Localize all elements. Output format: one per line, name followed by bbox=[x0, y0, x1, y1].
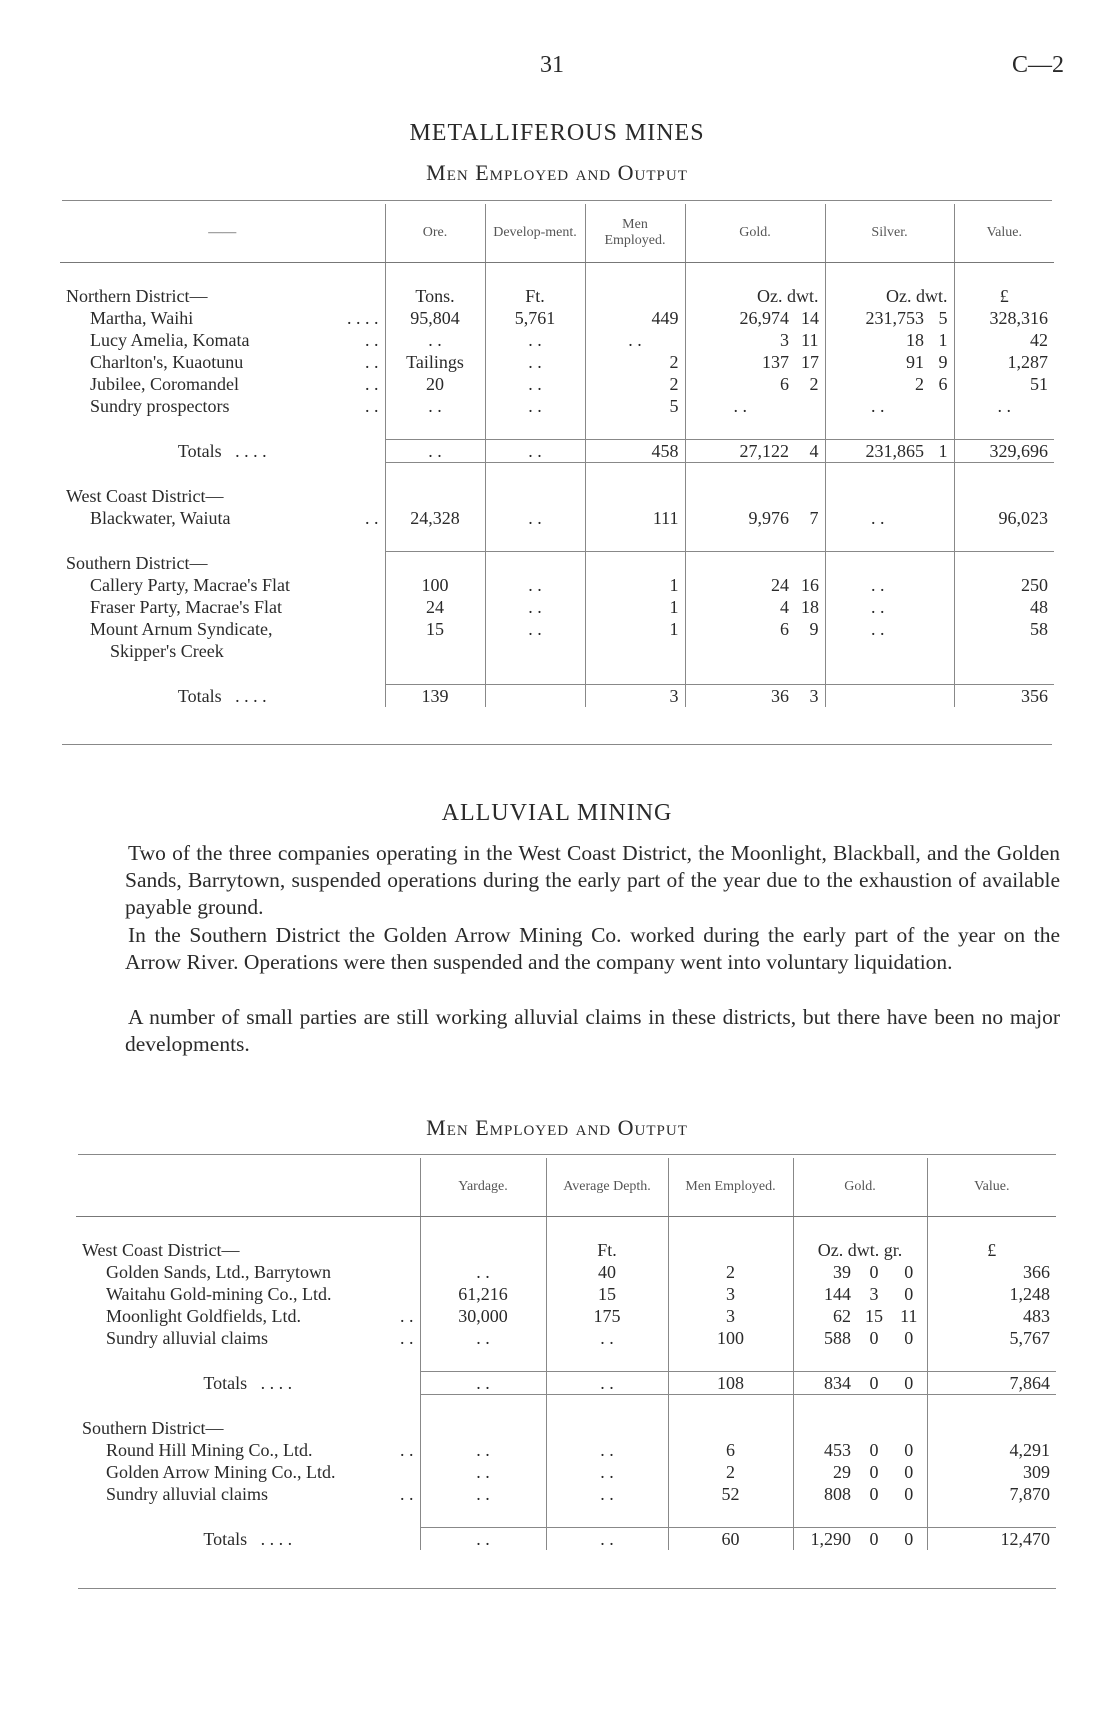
table-bottom-rule bbox=[78, 1588, 1056, 1589]
row-label: Moonlight Goldfields, Ltd. . . bbox=[106, 1306, 414, 1326]
table-row bbox=[60, 640, 1054, 662]
cell-ore: 100 bbox=[385, 574, 485, 596]
cell-gold-dwt: 11 bbox=[801, 330, 819, 350]
table-row bbox=[60, 507, 1054, 529]
cell-gold-dwt bbox=[795, 395, 825, 417]
row-label: Round Hill Mining Co., Ltd. . . bbox=[106, 1440, 414, 1460]
cell-depth: . . bbox=[546, 1327, 668, 1349]
totals-men: 458 bbox=[585, 440, 685, 463]
cell-men: 1 bbox=[585, 574, 685, 596]
totals-gold-gr: 0 bbox=[891, 1528, 927, 1551]
cell-ore: 24,328 bbox=[385, 507, 485, 529]
table-row bbox=[76, 1305, 1056, 1327]
cell-gold-oz: . . bbox=[685, 395, 795, 417]
cell-development: . . bbox=[485, 329, 585, 351]
cell-value: 1,248 bbox=[927, 1283, 1056, 1305]
alluvial-title: ALLUVIAL MINING bbox=[441, 800, 673, 826]
cell-ore: 15 bbox=[385, 618, 485, 640]
totals-row bbox=[76, 1528, 1056, 1551]
totals-gold-gr: 0 bbox=[891, 1372, 927, 1395]
cell-gold-gr: 0 bbox=[904, 1284, 914, 1304]
cell-men: 100 bbox=[668, 1327, 793, 1349]
header-average-depth: Average Depth. bbox=[546, 1158, 668, 1217]
header-ore: Ore. bbox=[385, 204, 485, 263]
totals-ore: 139 bbox=[385, 685, 485, 708]
cell-gold-oz: 29 bbox=[793, 1461, 857, 1483]
row-label: Callery Party, Macrae's Flat bbox=[90, 575, 291, 595]
totals-value: 329,696 bbox=[954, 440, 1054, 463]
table-bottom-rule bbox=[62, 744, 1052, 745]
cell-silver-oz: 91 bbox=[825, 351, 930, 373]
cell-gold-oz: 26,974 bbox=[685, 307, 795, 329]
cell-men: 1 bbox=[585, 618, 685, 640]
alluvial-subtitle: Men Employed and Output bbox=[426, 1115, 688, 1140]
cell-depth: 175 bbox=[546, 1305, 668, 1327]
header-value: Value. bbox=[927, 1158, 1056, 1217]
totals-silver-oz bbox=[825, 685, 930, 708]
totals-label: Totals . . . . bbox=[203, 1372, 293, 1393]
unit-ore: Tons. bbox=[385, 285, 485, 307]
paragraph: A number of small parties are still working alluvial claims in these districts, but there have been no major developments. bbox=[125, 1005, 1060, 1056]
cell-value: 328,316 bbox=[954, 307, 1054, 329]
cell-value: . . bbox=[954, 395, 1054, 417]
cell-depth: 40 bbox=[546, 1261, 668, 1283]
units-row bbox=[60, 285, 1054, 307]
totals-silver-dwt bbox=[930, 685, 954, 708]
cell-gold-dwt: 16 bbox=[801, 575, 819, 595]
totals-row bbox=[60, 685, 1054, 708]
cell-development: . . bbox=[485, 395, 585, 417]
row-label: Martha, Waihi . . . . bbox=[90, 308, 379, 328]
unit-gold: Oz. dwt. gr. bbox=[793, 1239, 927, 1261]
totals-yardage: . . bbox=[420, 1528, 546, 1551]
cell-men: 2 bbox=[668, 1261, 793, 1283]
district-row bbox=[60, 485, 1054, 507]
cell-yardage: . . bbox=[420, 1439, 546, 1461]
cell-ore: Tailings bbox=[385, 351, 485, 373]
cell-gold-dwt: 18 bbox=[801, 597, 819, 617]
cell-gold-dwt: 0 bbox=[869, 1462, 879, 1482]
cell-gold-dwt: 2 bbox=[809, 374, 819, 394]
cell-silver-dwt bbox=[930, 395, 954, 417]
cell-yardage: 30,000 bbox=[420, 1305, 546, 1327]
unit-value: £ bbox=[927, 1239, 1056, 1261]
metalliferous-table bbox=[60, 204, 1054, 707]
totals-depth: . . bbox=[546, 1372, 668, 1395]
cell-men: 449 bbox=[585, 307, 685, 329]
district-heading: Southern District— bbox=[82, 1418, 224, 1438]
district-heading: Southern District— bbox=[66, 552, 208, 573]
cell-gold-oz: 62 bbox=[793, 1305, 857, 1327]
table-row bbox=[76, 1483, 1056, 1505]
district-heading: West Coast District— bbox=[66, 486, 224, 506]
row-label: Blackwater, Waiuta . . bbox=[90, 508, 379, 528]
table-row bbox=[60, 373, 1054, 395]
cell-development: . . bbox=[485, 596, 585, 618]
unit-gold: Oz. dwt. bbox=[685, 285, 825, 307]
totals-gold-oz: 27,122 bbox=[685, 440, 795, 463]
table-row bbox=[60, 307, 1054, 329]
header-row bbox=[60, 204, 1054, 263]
cell-gold-dwt: 0 bbox=[869, 1328, 879, 1348]
totals-label: Totals . . . . bbox=[177, 685, 267, 706]
district-heading: Northern District— bbox=[66, 286, 208, 306]
cell-men: 2 bbox=[585, 373, 685, 395]
cell-ore: 95,804 bbox=[385, 307, 485, 329]
cell-silver-oz: 18 bbox=[825, 329, 930, 351]
unit-depth: Ft. bbox=[546, 1239, 668, 1261]
cell-development: . . bbox=[485, 351, 585, 373]
cell-silver-dwt: 9 bbox=[938, 352, 948, 372]
cell-development: . . bbox=[485, 574, 585, 596]
cell-silver-oz: . . bbox=[825, 596, 930, 618]
cell-ore: 20 bbox=[385, 373, 485, 395]
row-label: Sundry prospectors . . bbox=[90, 396, 379, 416]
cell-ore: 24 bbox=[385, 596, 485, 618]
totals-development: . . bbox=[485, 440, 585, 463]
cell-yardage: . . bbox=[420, 1327, 546, 1349]
cell-development: . . bbox=[485, 507, 585, 529]
header-value: Value. bbox=[954, 204, 1054, 263]
cell-value: 4,291 bbox=[927, 1439, 1056, 1461]
cell-men: 3 bbox=[668, 1283, 793, 1305]
cell-yardage: . . bbox=[420, 1461, 546, 1483]
table-row bbox=[60, 574, 1054, 596]
cell-gold-oz: 144 bbox=[793, 1283, 857, 1305]
cell-silver-oz: 231,753 bbox=[825, 307, 930, 329]
cell-silver-dwt: 5 bbox=[938, 308, 948, 328]
totals-value: 7,864 bbox=[927, 1372, 1056, 1395]
cell-silver-oz: . . bbox=[825, 395, 930, 417]
row-label: Sundry alluvial claims . . bbox=[106, 1484, 414, 1504]
cell-gold-gr: 11 bbox=[900, 1306, 918, 1326]
cell-gold-oz: 4 bbox=[685, 596, 795, 618]
table-row bbox=[76, 1283, 1056, 1305]
totals-gold-oz: 36 bbox=[685, 685, 795, 708]
totals-silver-oz: 231,865 bbox=[825, 440, 930, 463]
unit-silver: Oz. dwt. bbox=[825, 285, 954, 307]
cell-gold-dwt: 9 bbox=[809, 619, 819, 639]
cell-silver-dwt bbox=[930, 596, 954, 618]
cell-men: 2 bbox=[668, 1461, 793, 1483]
district-row bbox=[60, 552, 1054, 575]
table-row bbox=[76, 1327, 1056, 1349]
cell-men: 2 bbox=[585, 351, 685, 373]
cell-gold-dwt: 0 bbox=[869, 1484, 879, 1504]
table-row bbox=[60, 395, 1054, 417]
cell-silver-dwt bbox=[930, 507, 954, 529]
table-top-rule bbox=[62, 200, 1052, 201]
row-label: Waitahu Gold-mining Co., Ltd. bbox=[106, 1284, 332, 1304]
cell-silver-dwt bbox=[930, 574, 954, 596]
cell-silver-dwt bbox=[930, 618, 954, 640]
row-label: Golden Arrow Mining Co., Ltd. bbox=[106, 1462, 336, 1482]
totals-men: 3 bbox=[585, 685, 685, 708]
row-label: Fraser Party, Macrae's Flat bbox=[90, 597, 283, 617]
totals-gold-dwt: 0 bbox=[857, 1528, 891, 1551]
table-row bbox=[60, 351, 1054, 373]
table-row bbox=[60, 329, 1054, 351]
unit-development: Ft. bbox=[485, 285, 585, 307]
table-row bbox=[60, 618, 1054, 640]
row-label: Jubilee, Coromandel . . bbox=[90, 374, 379, 394]
cell-gold-oz: 6 bbox=[685, 618, 795, 640]
page-reference: C—2 bbox=[1012, 52, 1065, 78]
cell-value: 309 bbox=[927, 1461, 1056, 1483]
totals-men: 60 bbox=[668, 1528, 793, 1551]
totals-silver-dwt: 1 bbox=[930, 440, 954, 463]
cell-gold-dwt: 0 bbox=[869, 1262, 879, 1282]
alluvial-table bbox=[76, 1158, 1056, 1550]
cell-depth: . . bbox=[546, 1483, 668, 1505]
totals-row bbox=[76, 1372, 1056, 1395]
totals-row bbox=[60, 440, 1054, 463]
cell-gold-oz: 137 bbox=[685, 351, 795, 373]
cell-value: 58 bbox=[954, 618, 1054, 640]
cell-gold-dwt: 17 bbox=[801, 352, 819, 372]
cell-value: 366 bbox=[927, 1261, 1056, 1283]
totals-value: 356 bbox=[954, 685, 1054, 708]
totals-gold-oz: 1,290 bbox=[793, 1528, 857, 1551]
cell-ore: . . bbox=[385, 395, 485, 417]
cell-silver-oz: . . bbox=[825, 507, 930, 529]
row-label: Sundry alluvial claims . . bbox=[106, 1328, 414, 1348]
cell-gold-gr: 0 bbox=[904, 1328, 914, 1348]
cell-depth: . . bbox=[546, 1439, 668, 1461]
cell-silver-oz: 2 bbox=[825, 373, 930, 395]
cell-men: . . bbox=[585, 329, 685, 351]
cell-yardage: 61,216 bbox=[420, 1283, 546, 1305]
metalliferous-title: METALLIFEROUS MINES bbox=[409, 120, 705, 146]
cell-value: 5,767 bbox=[927, 1327, 1056, 1349]
cell-value: 96,023 bbox=[954, 507, 1054, 529]
cell-silver-oz: . . bbox=[825, 574, 930, 596]
cell-silver-dwt: 6 bbox=[938, 374, 948, 394]
totals-gold-oz: 834 bbox=[793, 1372, 857, 1395]
header-gold: Gold. bbox=[685, 204, 825, 263]
totals-ore: . . bbox=[385, 440, 485, 463]
cell-value: 42 bbox=[954, 329, 1054, 351]
cell-gold-oz: 6 bbox=[685, 373, 795, 395]
cell-value: 483 bbox=[927, 1305, 1056, 1327]
row-label-continuation: Skipper's Creek bbox=[110, 641, 224, 661]
cell-value: 48 bbox=[954, 596, 1054, 618]
header-men-employed: Men Employed. bbox=[585, 204, 685, 263]
cell-gold-gr: 0 bbox=[904, 1462, 914, 1482]
cell-gold-gr: 0 bbox=[904, 1484, 914, 1504]
cell-gold-dwt: 15 bbox=[865, 1306, 883, 1326]
header-development: Develop-ment. bbox=[485, 204, 585, 263]
cell-gold-oz: 24 bbox=[685, 574, 795, 596]
unit-value: £ bbox=[954, 285, 1054, 307]
cell-gold-gr: 0 bbox=[904, 1262, 914, 1282]
totals-gold-dwt: 4 bbox=[795, 440, 825, 463]
cell-gold-oz: 3 bbox=[685, 329, 795, 351]
row-label: Lucy Amelia, Komata . . bbox=[90, 330, 379, 350]
cell-gold-oz: 808 bbox=[793, 1483, 857, 1505]
cell-development: . . bbox=[485, 618, 585, 640]
metalliferous-subtitle: Men Employed and Output bbox=[426, 160, 688, 185]
cell-silver-dwt: 1 bbox=[938, 330, 948, 350]
cell-men: 6 bbox=[668, 1439, 793, 1461]
cell-men: 1 bbox=[585, 596, 685, 618]
totals-gold-dwt: 0 bbox=[857, 1372, 891, 1395]
cell-gold-dwt: 7 bbox=[809, 508, 819, 528]
cell-development: . . bbox=[485, 373, 585, 395]
district-row bbox=[76, 1417, 1056, 1439]
table-row bbox=[76, 1439, 1056, 1461]
cell-value: 250 bbox=[954, 574, 1054, 596]
cell-gold-dwt: 0 bbox=[869, 1440, 879, 1460]
cell-depth: 15 bbox=[546, 1283, 668, 1305]
table-top-rule bbox=[78, 1154, 1056, 1155]
totals-depth: . . bbox=[546, 1528, 668, 1551]
cell-development: 5,761 bbox=[485, 307, 585, 329]
cell-gold-dwt: 3 bbox=[869, 1284, 879, 1304]
cell-silver-oz: . . bbox=[825, 618, 930, 640]
table-row bbox=[76, 1261, 1056, 1283]
cell-gold-oz: 39 bbox=[793, 1261, 857, 1283]
table-row bbox=[60, 596, 1054, 618]
totals-label: Totals . . . . bbox=[203, 1528, 293, 1549]
totals-label: Totals . . . . bbox=[177, 440, 267, 461]
units-row bbox=[76, 1239, 1056, 1261]
cell-men: 3 bbox=[668, 1305, 793, 1327]
cell-gold-oz: 9,976 bbox=[685, 507, 795, 529]
paragraph: In the Southern District the Golden Arrow Mining Co. worked during the early part of the year on the Arrow River. Operations were then suspended and the company went into voluntary liquidation. bbox=[125, 923, 1060, 974]
header-silver: Silver. bbox=[825, 204, 954, 263]
totals-value: 12,470 bbox=[927, 1528, 1056, 1551]
cell-value: 51 bbox=[954, 373, 1054, 395]
cell-value: 7,870 bbox=[927, 1483, 1056, 1505]
row-label: Golden Sands, Ltd., Barrytown bbox=[106, 1262, 331, 1282]
row-label: Mount Arnum Syndicate, bbox=[90, 619, 273, 639]
header-gold: Gold. bbox=[793, 1158, 927, 1217]
cell-value: 1,287 bbox=[954, 351, 1054, 373]
totals-development bbox=[485, 685, 585, 708]
cell-men: 111 bbox=[585, 507, 685, 529]
totals-men: 108 bbox=[668, 1372, 793, 1395]
row-label: Charlton's, Kuaotunu . . bbox=[90, 352, 379, 372]
cell-gold-oz: 453 bbox=[793, 1439, 857, 1461]
header-row bbox=[76, 1158, 1056, 1217]
cell-gold-dwt: 14 bbox=[801, 308, 819, 328]
district-heading: West Coast District— bbox=[82, 1240, 240, 1260]
paragraph: Two of the three companies operating in the West Coast District, the Moonlight, Blackball, and the Golden Sands, Barrytown, suspended operations during the early part of the year due to the exhaustion of available payable ground. bbox=[125, 841, 1060, 919]
cell-gold-oz: 588 bbox=[793, 1327, 857, 1349]
header-men-employed: Men Employed. bbox=[668, 1158, 793, 1217]
cell-gold-gr: 0 bbox=[904, 1440, 914, 1460]
header-yardage: Yardage. bbox=[420, 1158, 546, 1217]
totals-yardage: . . bbox=[420, 1372, 546, 1395]
totals-gold-dwt: 3 bbox=[795, 685, 825, 708]
cell-men: 5 bbox=[585, 395, 685, 417]
cell-depth: . . bbox=[546, 1461, 668, 1483]
header-blank: —— bbox=[60, 204, 385, 263]
table-row bbox=[76, 1461, 1056, 1483]
cell-ore: . . bbox=[385, 329, 485, 351]
cell-yardage: . . bbox=[420, 1261, 546, 1283]
cell-men: 52 bbox=[668, 1483, 793, 1505]
cell-yardage: . . bbox=[420, 1483, 546, 1505]
page-number: 31 bbox=[540, 52, 564, 78]
